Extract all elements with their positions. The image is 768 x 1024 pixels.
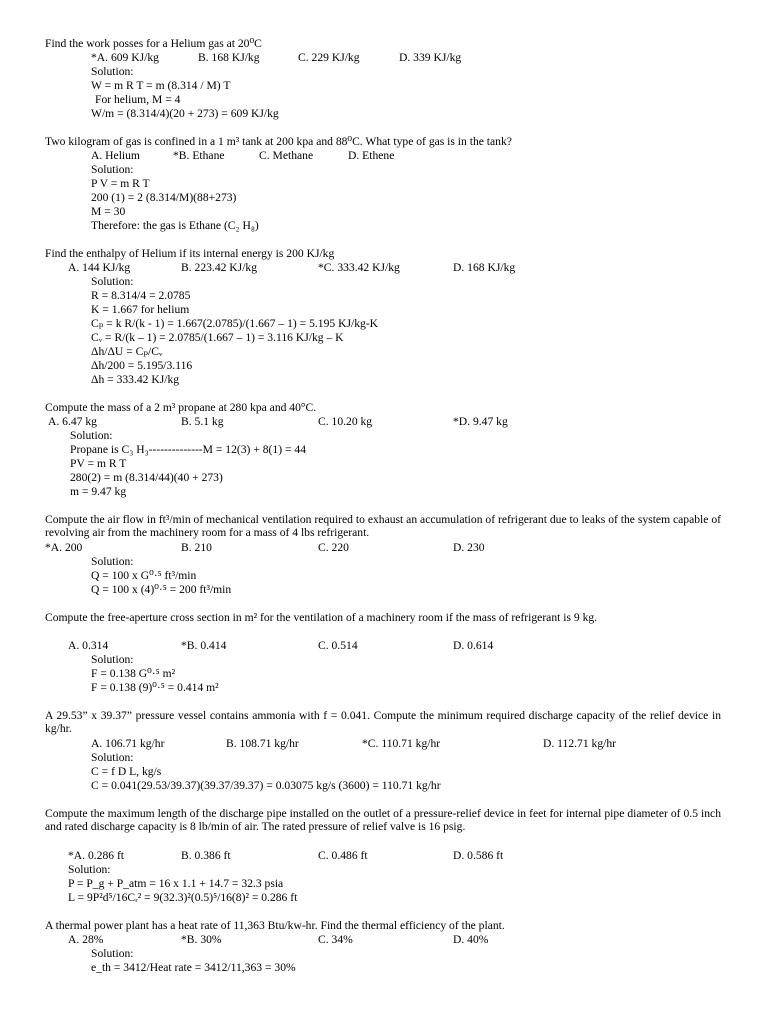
problem-3-solution-label: Solution:: [91, 275, 134, 288]
problem-7-step-2: C = 0.041(29.53/39.37)(39.37/39.37) = 0.03075 kg/s (3600) = 110.71 kg/hr: [91, 779, 441, 792]
problem-5-step-1: Q = 100 x G⁰·⁵ ft³/min: [91, 569, 197, 582]
problem-9-solution-label: Solution:: [91, 947, 134, 960]
problem-4-step-1: Propane is C₃ H₃--------------M = 12(3) + 8(1) = 44: [70, 443, 306, 456]
problem-7-solution-label: Solution:: [91, 751, 134, 764]
problem-5-choice-a: *A. 200: [45, 541, 83, 554]
problem-4-solution-label: Solution:: [70, 429, 113, 442]
problem-7-choice-a: A. 106.71 kg/hr: [91, 737, 165, 750]
problem-4-choice-a: A. 6.47 kg: [48, 415, 97, 428]
problem-4-choice-c: C. 10.20 kg: [318, 415, 373, 428]
problem-5-question: Compute the air flow in ft³/min of mechanical ventilation required to exhaust an accumulation of refrigerant due to leaks of the system capable of revolving air from the machinery room for a mass of 4 lbs refrigerant.: [45, 513, 721, 539]
problem-1-choice-c: C. 229 KJ/kg: [298, 51, 360, 64]
problem-8-solution-label: Solution:: [68, 863, 111, 876]
problem-5-choice-d: D. 230: [453, 541, 485, 554]
problem-3-step-2: K = 1.667 for helium: [91, 303, 190, 316]
problem-1-solution-label: Solution:: [91, 65, 134, 78]
problem-9-choice-c: C. 34%: [318, 933, 353, 946]
problem-3-choice-b: B. 223.42 KJ/kg: [181, 261, 258, 274]
problem-2-step-2: 200 (1) = 2 (8.314/M)(88+273): [91, 191, 237, 204]
problem-4-choice-d: *D. 9.47 kg: [453, 415, 508, 428]
problem-2-step-4: Therefore: the gas is Ethane (C₂ H₈): [91, 219, 259, 232]
problem-4-step-2: PV = m R T: [70, 457, 127, 470]
problem-8-choice-d: D. 0.586 ft: [453, 849, 504, 862]
problem-3-question: Find the enthalpy of Helium if its internal energy is 200 KJ/kg: [45, 247, 335, 260]
problem-6-question: Compute the free-aperture cross section in m² for the ventilation of a machinery room if the mass of refrigerant is 9 kg.: [45, 611, 598, 624]
problem-9-choice-d: D. 40%: [453, 933, 489, 946]
problem-1-step-3: W/m = (8.314/4)(20 + 273) = 609 KJ/kg: [91, 107, 279, 120]
problem-6-choice-a: A. 0.314: [68, 639, 109, 652]
problem-8-choice-b: B. 0.386 ft: [181, 849, 231, 862]
problem-6-step-1: F = 0.138 G⁰·⁵ m²: [91, 667, 176, 680]
problem-3-step-4: Cᵥ = R/(k – 1) = 2.0785/(1.667 – 1) = 3.116 KJ/kg – K: [91, 331, 344, 344]
problem-6-choice-c: C. 0.514: [318, 639, 358, 652]
problem-7-choice-d: D. 112.71 kg/hr: [543, 737, 616, 750]
problem-7-question: A 29.53” x 39.37” pressure vessel contains ammonia with f = 0.041. Compute the minimum required discharge capacity of the relief device in kg/hr.: [45, 709, 721, 735]
problem-5-solution-label: Solution:: [91, 555, 134, 568]
problem-3-step-1: R = 8.314/4 = 2.0785: [91, 289, 191, 302]
problem-7-choice-b: B. 108.71 kg/hr: [226, 737, 299, 750]
problem-2-solution-label: Solution:: [91, 163, 134, 176]
problem-3-step-3: Cₚ = k R/(k - 1) = 1.667(2.0785)/(1.667 – 1) = 5.195 KJ/kg-K: [91, 317, 379, 330]
problem-3-choice-a: A. 144 KJ/kg: [68, 261, 131, 274]
problem-7-step-1: C = f D L, kg/s: [91, 765, 162, 778]
problem-5-choice-b: B. 210: [181, 541, 212, 554]
problem-8-step-1: P = P_g + P_atm = 16 x 1.1 + 14.7 = 32.3 psia: [68, 877, 284, 890]
problem-2-choice-a: A. Helium: [91, 149, 140, 162]
problem-6-step-2: F = 0.138 (9)⁰·⁵ = 0.414 m²: [91, 681, 219, 694]
problem-9-question: A thermal power plant has a heat rate of 11,363 Btu/kw-hr. Find the thermal efficiency of the plant.: [45, 919, 505, 932]
problem-3-step-6: Δh/200 = 5.195/3.116: [91, 359, 193, 372]
problem-8-choice-a: *A. 0.286 ft: [68, 849, 125, 862]
problem-1-choice-b: B. 168 KJ/kg: [198, 51, 260, 64]
problem-8-step-2: L = 9P²d⁵/16Cᵣ² = 9(32.3)²(0.5)⁵/16(8)² = 0.286 ft: [68, 891, 298, 904]
problem-3-step-5: Δh/ΔU = Cₚ/Cᵥ: [91, 345, 163, 358]
problem-3-choice-c: *C. 333.42 KJ/kg: [318, 261, 400, 274]
problem-1-step-2: For helium, M = 4: [95, 93, 181, 106]
problem-9-choice-a: A. 28%: [68, 933, 104, 946]
problem-4-question: Compute the mass of a 2 m³ propane at 280 kpa and 40°C.: [45, 401, 317, 414]
problem-3-choice-d: D. 168 KJ/kg: [453, 261, 516, 274]
problem-2-step-1: P V = m R T: [91, 177, 150, 190]
problem-9-choice-b: *B. 30%: [181, 933, 222, 946]
problem-8-choice-c: C. 0.486 ft: [318, 849, 368, 862]
problem-2-choice-d: D. Ethene: [348, 149, 395, 162]
problem-3-step-7: Δh = 333.42 KJ/kg: [91, 373, 180, 386]
problem-5-choice-c: C. 220: [318, 541, 349, 554]
problem-1-choice-a: *A. 609 KJ/kg: [91, 51, 159, 64]
problem-1-question: Find the work posses for a Helium gas at 20⁰C: [45, 37, 262, 50]
problem-9-step-1: e_th = 3412/Heat rate = 3412/11,363 = 30%: [91, 961, 296, 974]
problem-6-choice-d: D. 0.614: [453, 639, 494, 652]
problem-1-choice-d: D. 339 KJ/kg: [399, 51, 462, 64]
problem-2-step-3: M = 30: [91, 205, 126, 218]
problem-8-question: Compute the maximum length of the discharge pipe installed on the outlet of a pressure-relief device in feet for internal pipe diameter of 0.5 inch and rated discharge capacity is 8 lb/min of air. The rated pressure of relief valve is 16 psig.: [45, 807, 721, 833]
problem-2-choice-b: *B. Ethane: [173, 149, 225, 162]
problem-2-choice-c: C. Methane: [259, 149, 314, 162]
problem-2-question: Two kilogram of gas is confined in a 1 m³ tank at 200 kpa and 88⁰C. What type of gas is in the tank?: [45, 135, 512, 148]
problem-4-step-3: 280(2) = m (8.314/44)(40 + 273): [70, 471, 223, 484]
problem-6-solution-label: Solution:: [91, 653, 134, 666]
problem-6-choice-b: *B. 0.414: [181, 639, 227, 652]
problem-5-step-2: Q = 100 x (4)⁰·⁵ = 200 ft³/min: [91, 583, 232, 596]
problem-4-step-4: m = 9.47 kg: [70, 485, 127, 498]
problem-7-choice-c: *C. 110.71 kg/hr: [362, 737, 441, 750]
problem-4-choice-b: B. 5.1 kg: [181, 415, 224, 428]
problem-1-step-1: W = m R T = m (8.314 / M) T: [91, 79, 231, 92]
